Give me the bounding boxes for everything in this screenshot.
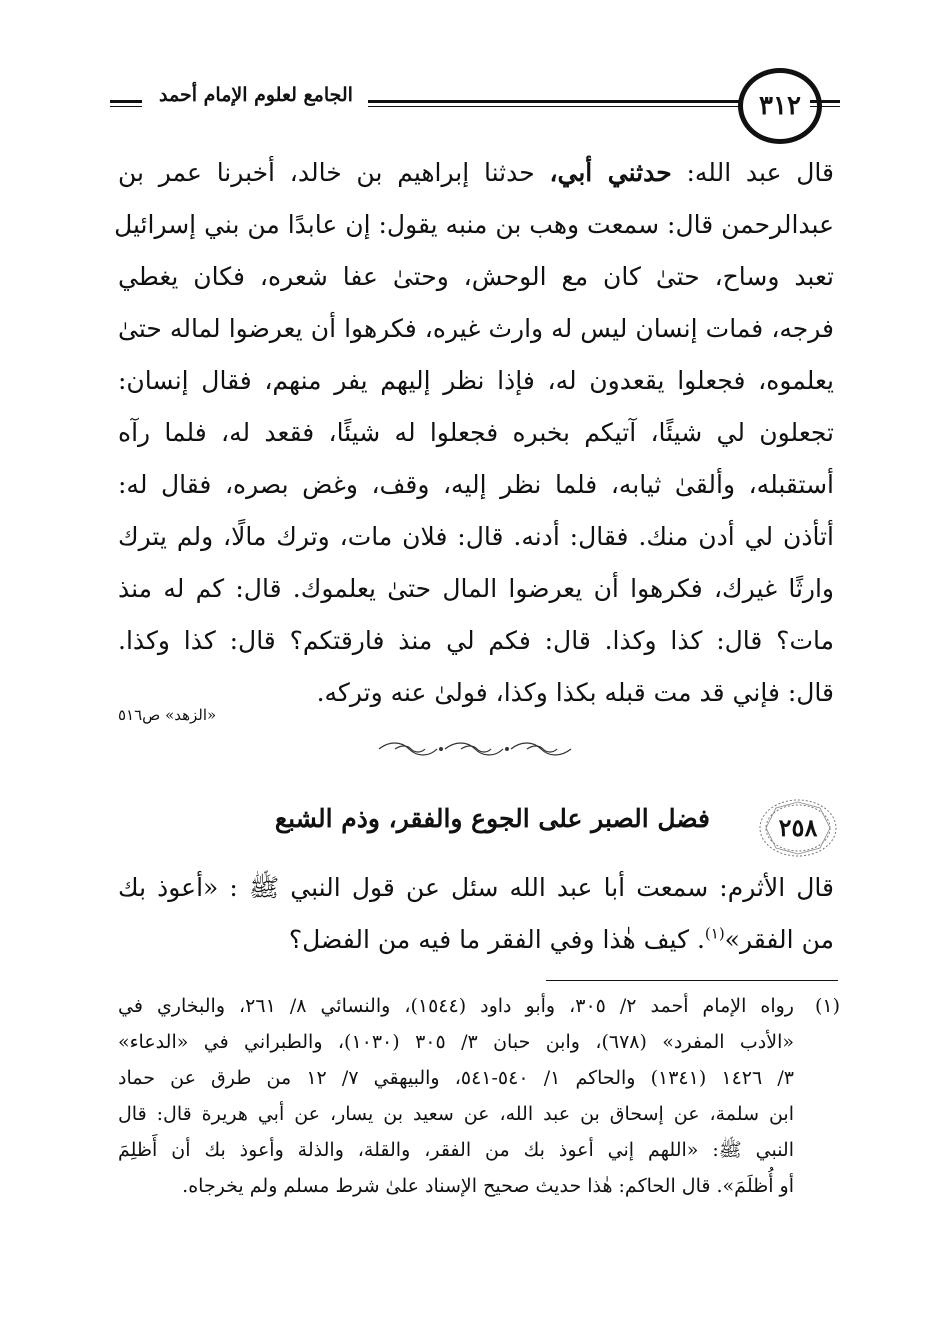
- footnote: [118, 988, 840, 1204]
- text-line: مات؟ قال: كذا وكذا. قال: فكم لي منذ فارقتكم؟ قال: كذا وكذا.: [118, 626, 834, 655]
- text-line: يعلموه، فجعلوا يقعدون له، فإذا نظر إليهم يفر منهم، فقال إنسان:: [118, 366, 834, 395]
- running-title: الجامع لعلوم الإمام أحمد: [159, 84, 353, 106]
- footnote-marker: (١): [704, 924, 725, 943]
- section-heading: [118, 796, 840, 860]
- ornament-divider: [375, 740, 575, 758]
- section-number: ٢٥٨: [778, 813, 818, 842]
- source-reference: «الزهد» ص٥١٦: [118, 706, 217, 724]
- text-line: تعبد وساح، حتىٰ كان مع الوحش، وحتىٰ عفا شعره، فكان يغطي: [118, 262, 834, 291]
- text-line: من الفقر»$^{(١)}$. كيف هٰذا وفي الفقر ما فيه من الفضل؟: [288, 924, 834, 954]
- text-line: فرجه، فمات إنسان ليس له وارث غيره، فكرهوا أن يعرضوا لماله حتىٰ: [118, 314, 834, 343]
- footnote-separator: [546, 980, 838, 981]
- text-line: تجعلون لي شيئًا، آتيكم بخبره فجعلوا له شيئًا، فقعد له، فلما رآه: [118, 418, 834, 447]
- footnote-line: أو أُظلَمَ». قال الحاكم: هٰذا حديث صحيح الإسناد علىٰ شرط مسلم ولم يخرجاه.: [182, 1175, 794, 1197]
- text-line: قال عبد الله: حدثني أبي، حدثنا إبراهيم بن خالد، أخبرنا عمر بن: [118, 158, 834, 187]
- text-line: عبدالرحمن قال: سمعت وهب بن منبه يقول: إن عابدًا من بني إسرائيل: [114, 210, 834, 239]
- athram-paragraph: [118, 862, 834, 966]
- footnote-line: رواه الإمام أحمد ٢/ ٣٠٥، وأبو داود (١٥٤٤)، والنسائي ٨/ ٢٦١، والبخاري في: [118, 995, 794, 1017]
- footnote-line: «الأدب المفرد» (٦٧٨)، وابن حبان ٣/ ٣٠٥ (١٠٣٠)، والطبراني في «الدعاء»: [118, 1031, 794, 1053]
- text-line: قال الأثرم: سمعت أبا عبد الله سئل عن قول النبي ﷺ : «أعوذ بك: [118, 873, 834, 902]
- section-number-badge: [756, 796, 840, 860]
- text-line: قال: فإني قد مت قبله بكذا وكذا، فولىٰ عنه وتركه.: [316, 678, 834, 707]
- header-rule-right: [810, 100, 840, 107]
- footnote-line: ابن سلمة، عن إسحاق بن عبد الله، عن سعيد بن يسار، عن أبي هريرة قال: قال: [118, 1103, 794, 1125]
- footnote-number: (١): [814, 995, 840, 1017]
- footnote-body: [118, 988, 794, 1204]
- text-line: أتأذن لي أدن منك. فقال: أدنه. قال: فلان مات، وترك مالًا، ولم يترك: [118, 522, 834, 551]
- footnote-line: النبي ﷺ: «اللهم إني أعوذ بك من الفقر، والقلة، والذلة وأعوذ بك أن أَظلِمَ: [118, 1139, 794, 1161]
- text-line: أستقبله، وألقىٰ ثيابه، فلما نظر إليه، وقف، وغض بصره، فقال له:: [118, 470, 834, 499]
- page-number: ٣١٢: [738, 68, 822, 144]
- header-rule-left: [110, 100, 142, 107]
- text-line: وارثًا غيرك، فكرهوا أن يعرضوا المال حتىٰ يعلموك. قال: كم له منذ: [118, 574, 834, 603]
- page-header: [110, 62, 840, 142]
- header-rule-middle: [368, 100, 774, 107]
- emphasis-text: حدثني أبي،: [549, 158, 672, 187]
- footnote-line: ٣/ ١٤٢٦ (١٣٤١) والحاكم ١/ ٥٤٠-٥٤١، والبيهقي ٧/ ١٢ من طرق عن حماد: [118, 1067, 794, 1089]
- section-title: فضل الصبر على الجوع والفقر، وذم الشبع: [274, 804, 710, 833]
- narration-paragraph: [114, 147, 834, 719]
